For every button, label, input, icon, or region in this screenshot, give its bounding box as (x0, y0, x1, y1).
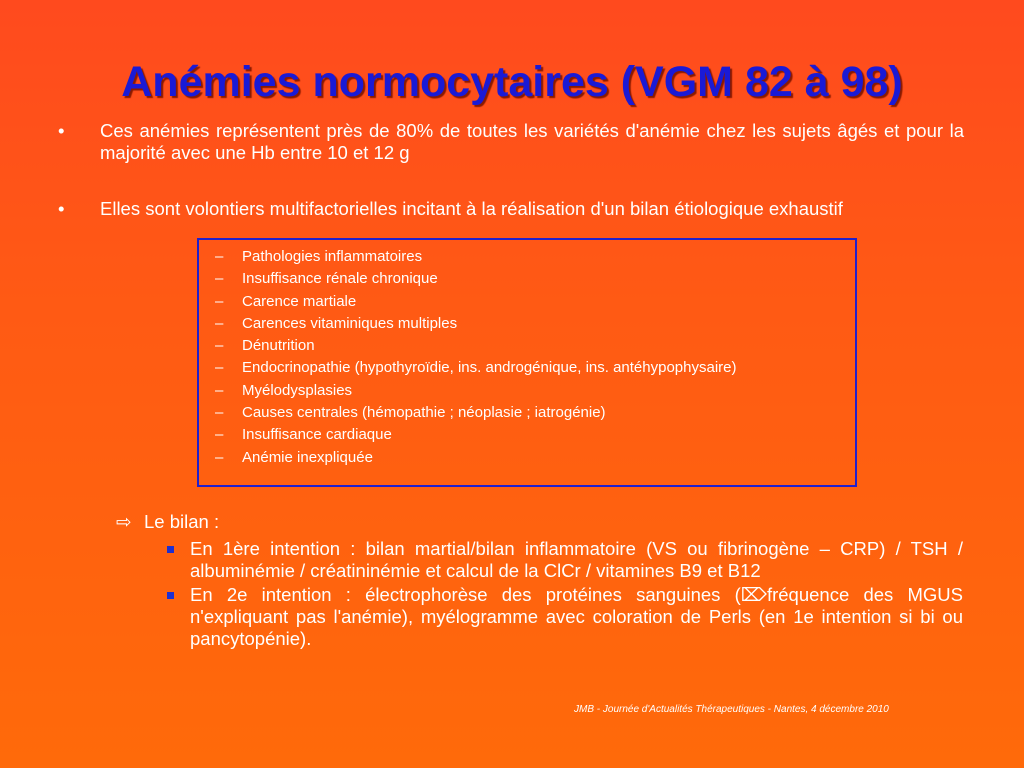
bilan-heading (116, 511, 219, 533)
square-bullet-icon (167, 592, 174, 599)
cause-item (215, 357, 737, 379)
slide-title: Anémies normocytaires (VGM 82 à 98) (121, 58, 903, 106)
bilan-list (165, 538, 963, 650)
cause-text: Insuffisance cardiaque (242, 426, 392, 444)
bullet-item (58, 120, 964, 164)
dash-icon: – (215, 314, 224, 332)
bilan-item-text: En 1ère intention : bilan martial/bilan inflammatoire (VS ou fibrinogène – CRP) / TSH / albuminémie / créatininémie et calcul de la ClCr / vitamines B9 et B12 (190, 538, 963, 581)
square-bullet-icon (167, 546, 174, 553)
cause-text: Carence martiale (242, 292, 357, 310)
dash-icon: – (215, 381, 224, 399)
dash-icon: – (215, 248, 224, 265)
cause-item (215, 246, 737, 268)
cause-text: Endocrinopathie (hypothyroïdie, ins. androgénique, ins. antéhypophysaire) (242, 359, 737, 377)
cause-item (215, 380, 737, 402)
dash-icon: – (215, 359, 224, 377)
dash-icon: – (215, 292, 224, 310)
dash-icon: – (215, 426, 224, 444)
causes-list (215, 246, 737, 469)
bullet-dot-icon: • (58, 120, 65, 141)
cause-text: Pathologies inflammatoires (242, 248, 423, 265)
bilan-item (165, 538, 963, 582)
bilan-item (165, 584, 963, 650)
arrow-right-icon: ⇨ (116, 511, 132, 532)
bullet-text: Ces anémies représentent près de 80% de toutes les variétés d'anémie chez les sujets âgés et pour la majorité avec une Hb entre 10 et 12 g (100, 120, 964, 163)
cause-item (215, 313, 737, 335)
dash-icon: – (215, 404, 224, 422)
cause-item (215, 335, 737, 357)
main-bullet-list (58, 120, 964, 220)
cause-text: Insuffisance rénale chronique (242, 270, 438, 288)
bilan-item-text: En 2e intention : électrophorèse des protéines sanguines (⌦fréquence des MGUS n'expliquant pas l'anémie), myélogramme avec coloration de Perls (en 1e intention si bi ou pancytopénie). (190, 584, 963, 649)
cause-text: Causes centrales (hémopathie ; néoplasie ; iatrogénie) (242, 404, 606, 422)
cause-item (215, 268, 737, 290)
cause-item (215, 424, 737, 446)
cause-item (215, 447, 737, 469)
cause-item (215, 402, 737, 424)
cause-text: Anémie inexpliquée (242, 448, 373, 466)
bullet-item (58, 198, 964, 220)
cause-text: Myélodysplasies (242, 381, 353, 399)
cause-text: Carences vitaminiques multiples (242, 314, 458, 332)
causes-box (197, 238, 857, 487)
bilan-label: Le bilan : (144, 511, 220, 532)
dash-icon: – (215, 337, 224, 355)
cause-item (215, 291, 737, 313)
slide-footer: JMB - Journée d'Actualités Thérapeutiques - Nantes, 4 décembre 2010 (574, 704, 889, 715)
dash-icon: – (215, 448, 224, 466)
bullet-dot-icon: • (58, 198, 65, 219)
cause-text: Dénutrition (242, 337, 315, 355)
dash-icon: – (215, 270, 224, 288)
bullet-text: Elles sont volontiers multifactorielles incitant à la réalisation d'un bilan étiologique exhaustif (100, 198, 843, 219)
